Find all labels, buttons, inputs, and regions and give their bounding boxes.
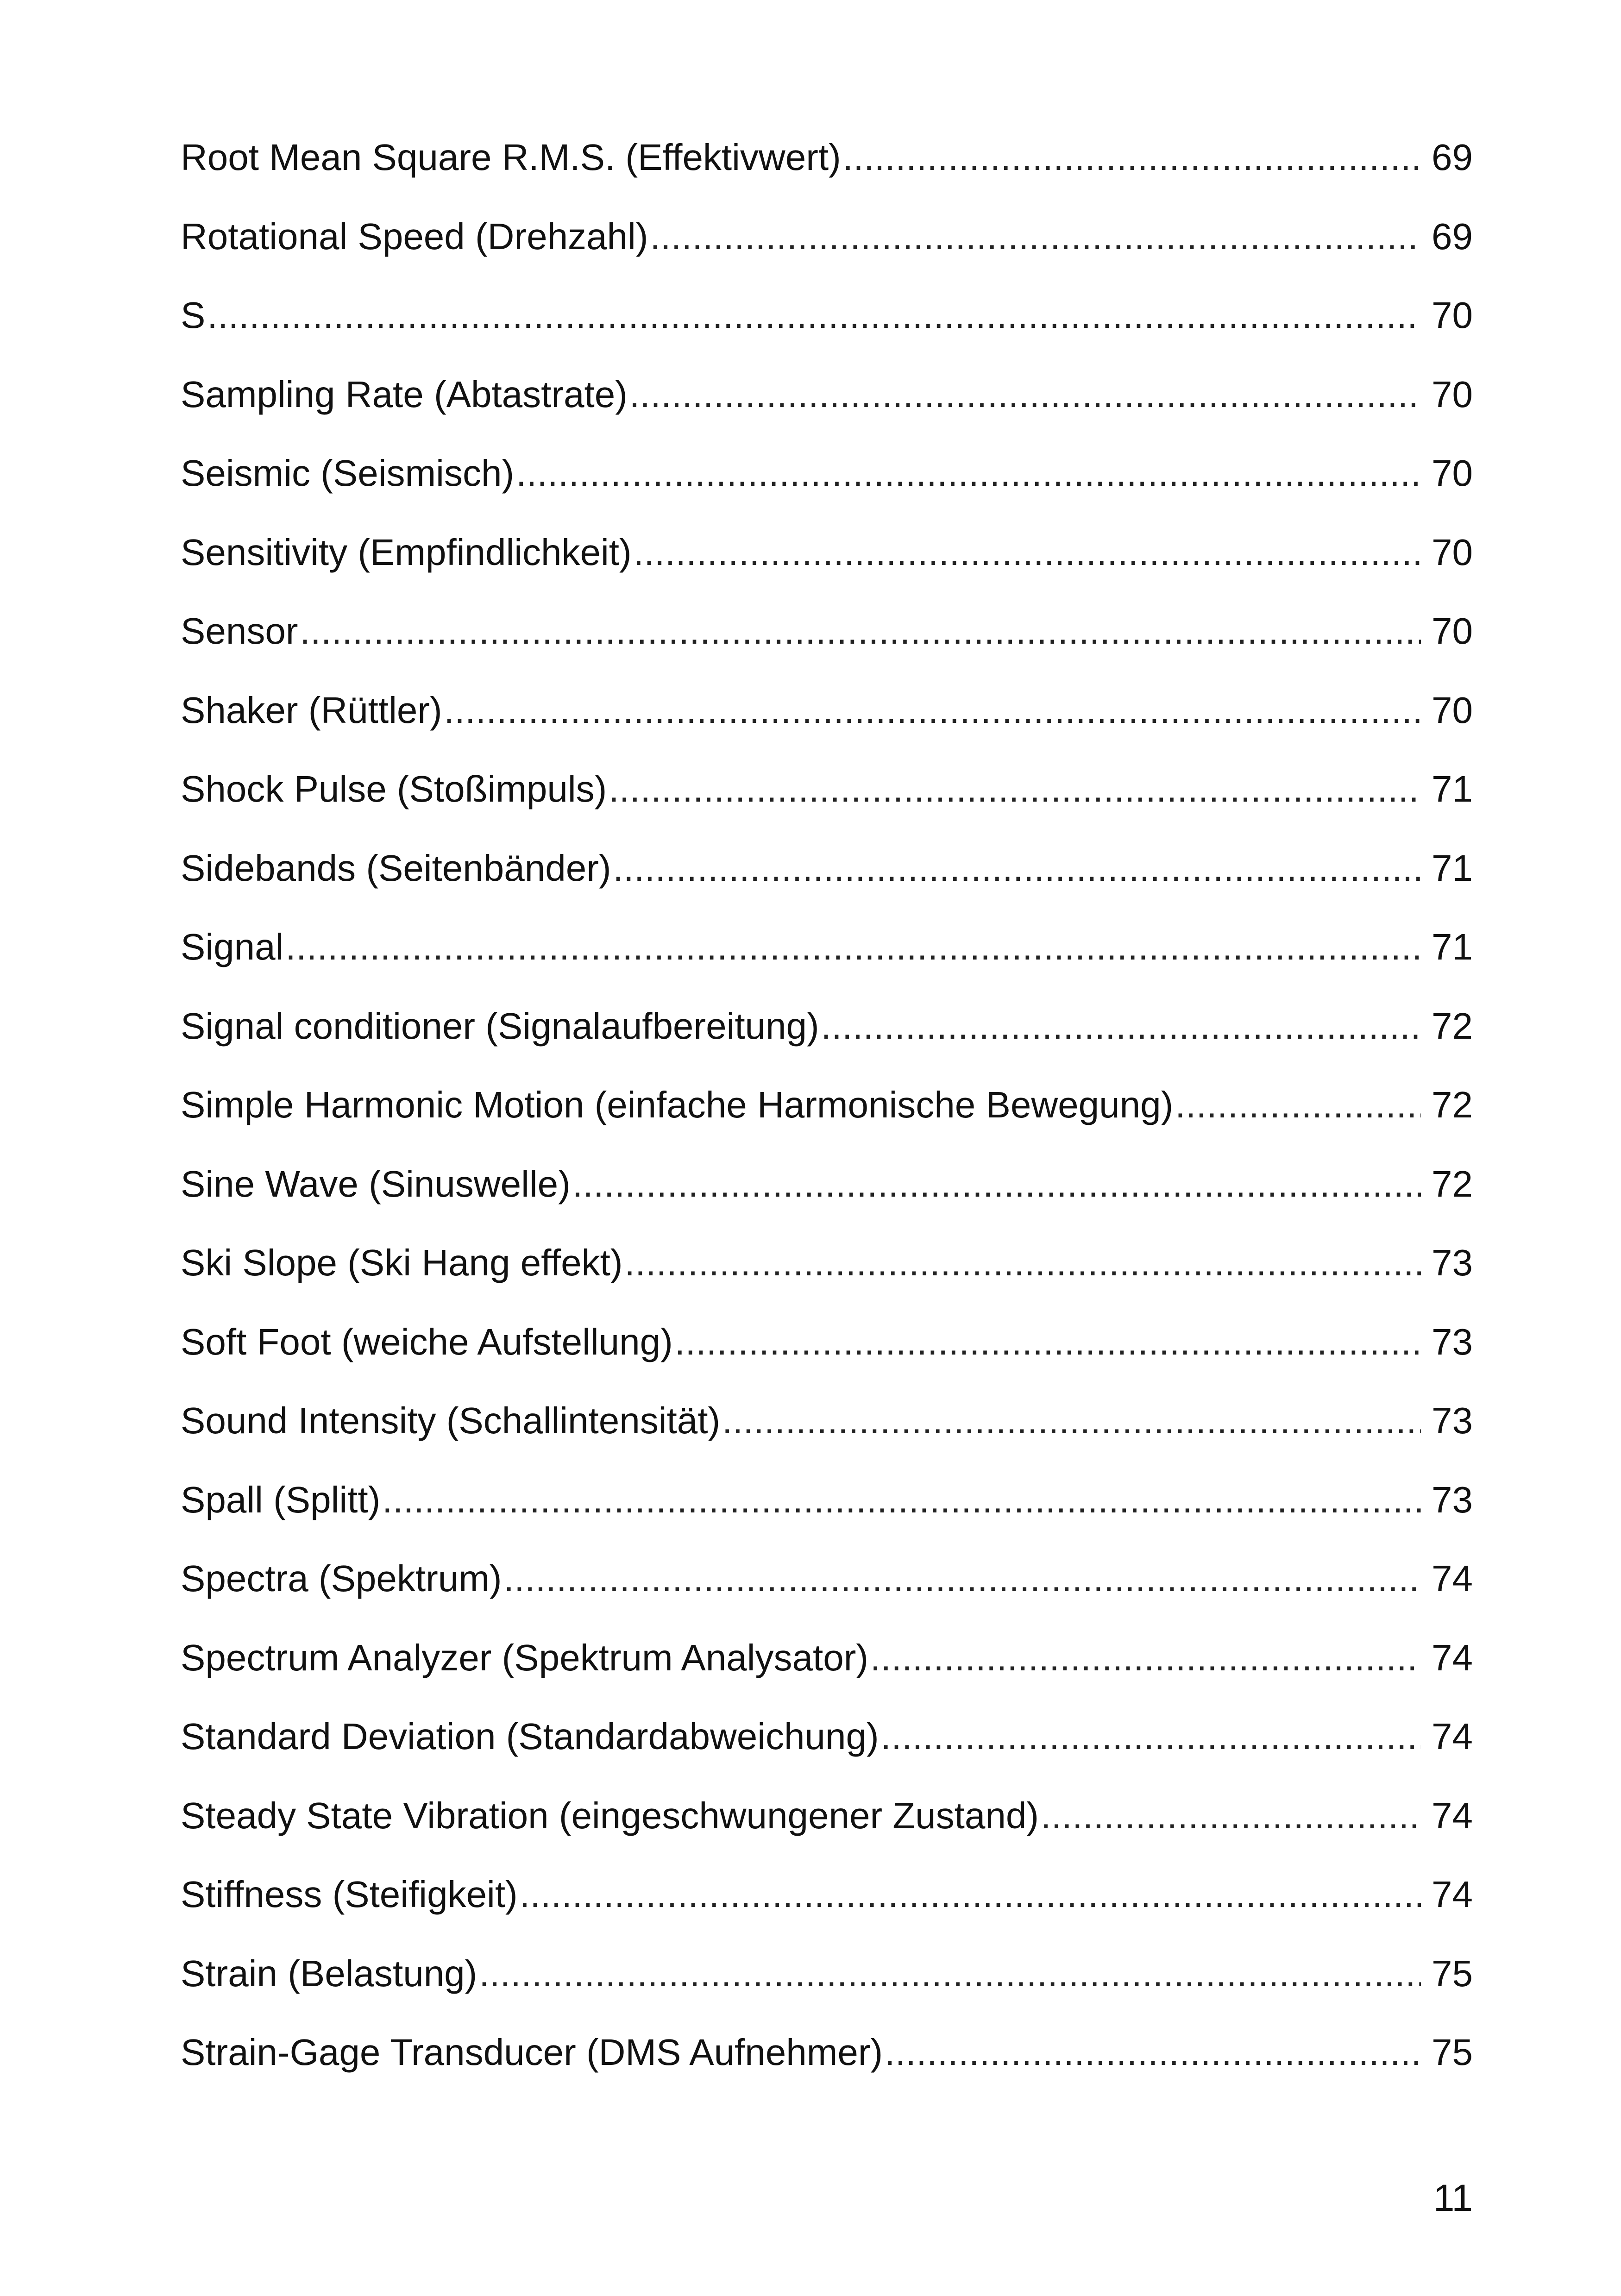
toc-entry-page: 69 xyxy=(1432,137,1473,178)
toc-entry-title: Signal conditioner (Signalaufbereitung) xyxy=(181,1005,819,1047)
toc-entry-page: 74 xyxy=(1432,1874,1473,1915)
toc-entry-title: Sound Intensity (Schallintensität) xyxy=(181,1400,721,1441)
toc-dot-leader xyxy=(625,1244,1421,1281)
toc-dot-leader xyxy=(843,139,1421,176)
toc-entry-title: Seismic (Seismisch) xyxy=(181,452,515,494)
toc-entry-steady-state-vibration[interactable] xyxy=(181,1794,1473,1876)
toc-entry-standard-deviation[interactable] xyxy=(181,1718,1473,1797)
toc-entry-title: Spectrum Analyzer (Spektrum Analysator) xyxy=(181,1637,869,1678)
toc-entry-page: 70 xyxy=(1432,373,1473,415)
toc-dot-leader xyxy=(207,297,1421,334)
toc-entry-title: Sampling Rate (Abtastrate) xyxy=(181,373,628,415)
toc-dot-leader xyxy=(520,1876,1421,1913)
toc-entry-page: 75 xyxy=(1432,1952,1473,1994)
toc-entry-root-mean-square[interactable] xyxy=(181,139,1473,218)
toc-entry-title: Sensitivity (Empfindlichkeit) xyxy=(181,531,632,573)
toc-dot-leader xyxy=(572,1166,1421,1203)
toc-entry-strain[interactable] xyxy=(181,1952,1473,2034)
toc-entry-title: S xyxy=(181,295,206,336)
toc-dot-leader xyxy=(629,376,1421,413)
toc-entry-sound-intensity[interactable] xyxy=(181,1402,1473,1481)
toc-entry-page: 70 xyxy=(1432,610,1473,652)
toc-entry-sine-wave[interactable] xyxy=(181,1163,1473,1245)
toc-entry-page: 71 xyxy=(1432,847,1473,889)
toc-entry-sidebands[interactable] xyxy=(181,847,1473,929)
toc-entry-page: 73 xyxy=(1432,1321,1473,1362)
toc-dot-leader xyxy=(382,1481,1421,1518)
toc-dot-leader xyxy=(650,218,1421,255)
toc-entry-page: 75 xyxy=(1432,2032,1473,2073)
toc-entry-title: Stiffness (Steifigkeit) xyxy=(181,1874,518,1915)
toc-entry-page: 70 xyxy=(1432,452,1473,494)
toc-dot-leader xyxy=(504,1560,1421,1597)
toc-entry-shock-pulse[interactable] xyxy=(181,768,1473,850)
toc-dot-leader xyxy=(821,1008,1421,1045)
toc-entry-title: Rotational Speed (Drehzahl) xyxy=(181,215,648,257)
toc-entry-shaker[interactable] xyxy=(181,689,1473,771)
toc-dot-leader xyxy=(516,455,1421,492)
toc-entry-title: Standard Deviation (Standardabweichung) xyxy=(181,1716,879,1757)
toc-entry-sensor[interactable] xyxy=(181,610,1473,692)
toc-entry-title: Spall (Splitt) xyxy=(181,1479,381,1520)
toc-entry-strain-gage-transducer[interactable] xyxy=(181,2034,1473,2113)
toc-entry-title: Ski Slope (Ski Hang effekt) xyxy=(181,1242,623,1283)
toc-dot-leader xyxy=(444,692,1421,729)
toc-entry-title: Root Mean Square R.M.S. (Effektivwert) xyxy=(181,137,841,178)
toc-dot-leader xyxy=(881,1718,1421,1755)
toc-dot-leader xyxy=(675,1324,1421,1361)
toc-dot-leader xyxy=(634,534,1421,571)
toc-entry-s[interactable] xyxy=(181,297,1473,376)
toc-entry-page: 70 xyxy=(1432,689,1473,731)
toc-dot-leader xyxy=(1041,1797,1421,1834)
toc-entry-title: Spectra (Spektrum) xyxy=(181,1558,502,1599)
toc-entry-soft-foot[interactable] xyxy=(181,1321,1473,1403)
table-of-contents xyxy=(181,139,1473,2113)
toc-entry-page: 70 xyxy=(1432,295,1473,336)
toc-entry-ski-slope[interactable] xyxy=(181,1244,1473,1324)
toc-dot-leader xyxy=(613,850,1421,887)
toc-entry-title: Signal xyxy=(181,926,284,967)
toc-entry-page: 73 xyxy=(1432,1400,1473,1441)
toc-entry-seismic[interactable] xyxy=(181,452,1473,534)
toc-dot-leader xyxy=(300,613,1421,650)
toc-entry-page: 72 xyxy=(1432,1005,1473,1047)
toc-dot-leader xyxy=(609,771,1421,808)
toc-entry-sensitivity[interactable] xyxy=(181,531,1473,613)
toc-entry-rotational-speed[interactable] xyxy=(181,215,1473,297)
toc-entry-title: Simple Harmonic Motion (einfache Harmonische Bewegung) xyxy=(181,1084,1174,1125)
toc-dot-leader xyxy=(722,1402,1421,1439)
toc-entry-page: 71 xyxy=(1432,926,1473,967)
toc-entry-spectrum-analyzer[interactable] xyxy=(181,1639,1473,1719)
toc-entry-title: Strain (Belastung) xyxy=(181,1952,478,1994)
toc-entry-page: 74 xyxy=(1432,1558,1473,1599)
toc-entry-signal[interactable] xyxy=(181,928,1473,1008)
toc-entry-title: Strain-Gage Transducer (DMS Aufnehmer) xyxy=(181,2032,883,2073)
toc-dot-leader xyxy=(870,1639,1421,1676)
toc-entry-simple-harmonic-motion[interactable] xyxy=(181,1086,1473,1166)
toc-dot-leader xyxy=(885,2034,1421,2071)
toc-entry-spectra[interactable] xyxy=(181,1560,1473,1639)
toc-entry-title: Shock Pulse (Stoßimpuls) xyxy=(181,768,607,809)
toc-entry-stiffness[interactable] xyxy=(181,1876,1473,1955)
toc-entry-page: 69 xyxy=(1432,215,1473,257)
toc-entry-title: Sensor xyxy=(181,610,298,652)
toc-entry-page: 74 xyxy=(1432,1716,1473,1757)
toc-entry-title: Shaker (Rüttler) xyxy=(181,689,442,731)
page-number: 11 xyxy=(1433,2177,1473,2219)
toc-entry-title: Sine Wave (Sinuswelle) xyxy=(181,1163,571,1204)
toc-entry-sampling-rate[interactable] xyxy=(181,373,1473,455)
toc-entry-page: 73 xyxy=(1432,1479,1473,1520)
toc-dot-leader xyxy=(1175,1086,1421,1123)
toc-entry-spall[interactable] xyxy=(181,1481,1473,1561)
toc-dot-leader xyxy=(285,928,1421,966)
toc-entry-page: 73 xyxy=(1432,1242,1473,1283)
toc-entry-page: 70 xyxy=(1432,531,1473,573)
toc-entry-page: 71 xyxy=(1432,768,1473,809)
toc-entry-page: 74 xyxy=(1432,1794,1473,1836)
toc-entry-title: Steady State Vibration (eingeschwungener Zustand) xyxy=(181,1794,1039,1836)
toc-entry-signal-conditioner[interactable] xyxy=(181,1005,1473,1087)
toc-entry-page: 72 xyxy=(1432,1163,1473,1204)
toc-entry-page: 72 xyxy=(1432,1084,1473,1125)
toc-entry-page: 74 xyxy=(1432,1637,1473,1678)
toc-dot-leader xyxy=(479,1955,1421,1992)
toc-entry-title: Sidebands (Seitenbänder) xyxy=(181,847,611,889)
toc-entry-title: Soft Foot (weiche Aufstellung) xyxy=(181,1321,673,1362)
